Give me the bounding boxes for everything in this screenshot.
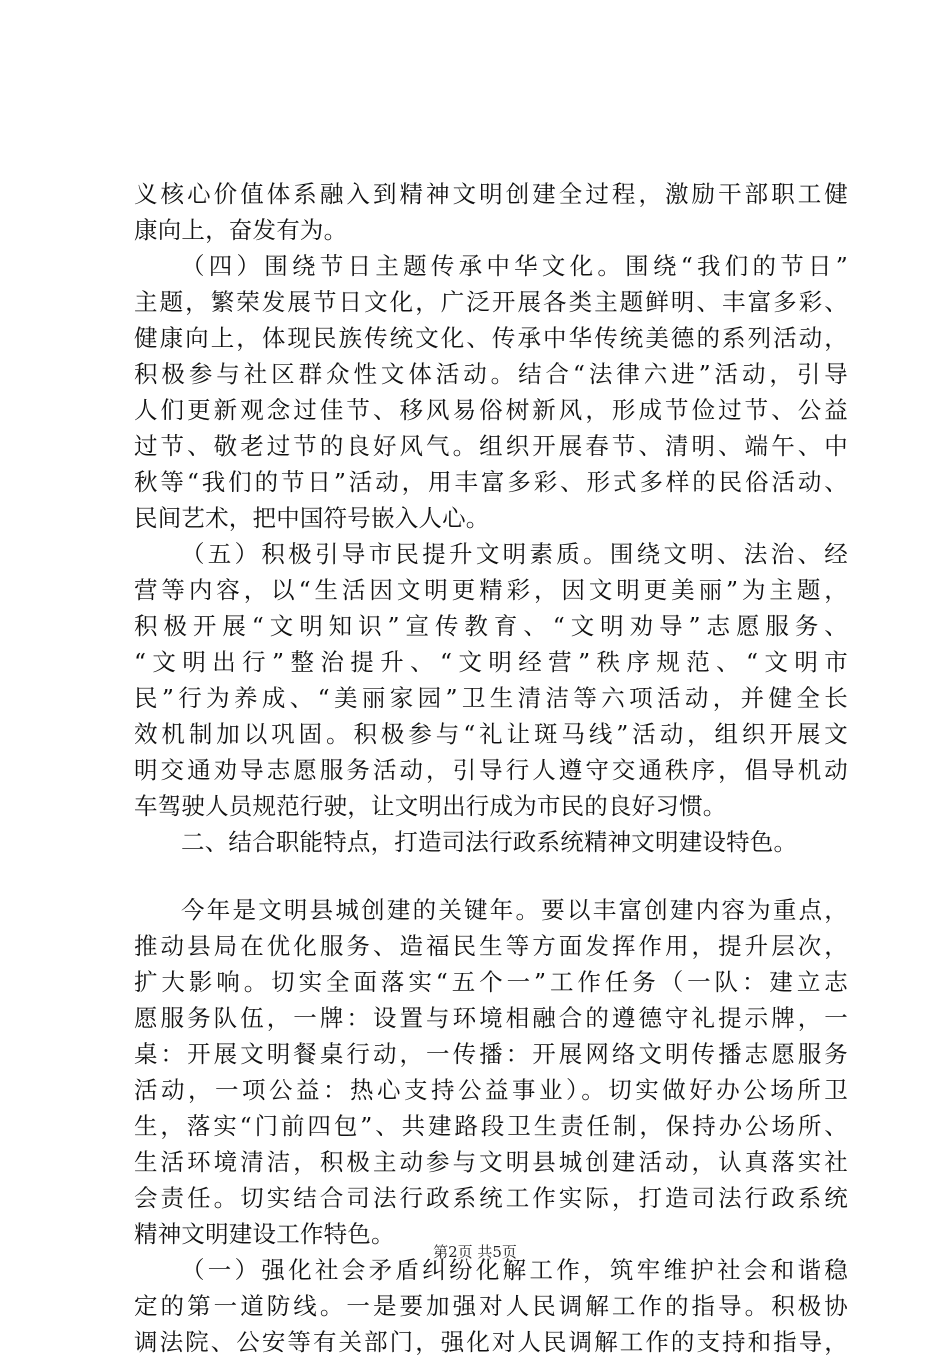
text-line: 秋等“我们的节日”活动，用丰富多彩、形式多样的民俗活动、 xyxy=(134,468,848,496)
text-line: “文明出行”整治提升、“文明经营”秩序规范、“文明市 xyxy=(134,648,848,676)
paragraph-gap xyxy=(134,860,848,892)
text-line: 车驾驶人员规范行驶，让文明出行成为市民的良好习惯。 xyxy=(134,792,727,820)
text-line: 生，落实“门前四包”、共建路段卫生责任制，保持办公场所、 xyxy=(134,1112,848,1140)
text-line: 民”行为养成、“美丽家园”卫生清洁等六项活动，并健全长 xyxy=(134,684,848,712)
page-number-label: 第2页 共5页 xyxy=(433,1243,517,1261)
text-line: 营等内容，以“生活因文明更精彩，因文明更美丽”为主题， xyxy=(134,576,848,604)
text-line: 主题，繁荣发展节日文化，广泛开展各类主题鲜明、丰富多彩、 xyxy=(134,288,848,316)
text-line: 调法院、公安等有关部门，强化对人民调解工作的支持和指导， xyxy=(134,1328,848,1356)
text-line: 定的第一道防线。一是要加强对人民调解工作的指导。积极协 xyxy=(134,1292,848,1320)
text-line: 生活环境清洁，积极主动参与文明县城创建活动，认真落实社 xyxy=(134,1148,848,1176)
text-line: 积极参与社区群众性文体活动。结合“法律六进”活动，引导 xyxy=(134,360,848,388)
text-line: 扩大影响。切实全面落实“五个一”工作任务（一队：建立志 xyxy=(134,968,848,996)
paragraph xyxy=(134,176,848,248)
section-heading xyxy=(134,824,848,860)
text-line: 桌：开展文明餐桌行动，一传播：开展网络文明传播志愿服务 xyxy=(134,1040,848,1068)
text-line: 义核心价值体系融入到精神文明创建全过程，激励干部职工健 xyxy=(134,180,848,208)
paragraph xyxy=(134,248,848,536)
text-line: 精神文明建设工作特色。 xyxy=(134,1220,395,1248)
paragraph xyxy=(134,536,848,824)
text-line: 明交通劝导志愿服务活动，引导行人遵守交通秩序，倡导机动 xyxy=(134,756,848,784)
text-line: 民间艺术，把中国符号嵌入人心。 xyxy=(134,504,490,532)
text-line: 愿服务队伍，一牌：设置与环境相融合的遵德守礼提示牌，一 xyxy=(134,1004,848,1032)
text-line: （一）强化社会矛盾纠纷化解工作，筑牢维护社会和谐稳 xyxy=(181,1256,848,1284)
text-line: 人们更新观念过佳节、移风易俗树新风，形成节俭过节、公益 xyxy=(134,396,848,424)
text-line: （四）围绕节日主题传承中华文化。围绕“我们的节日” xyxy=(181,252,848,280)
text-line: 效机制加以巩固。积极参与“礼让斑马线”活动，组织开展文 xyxy=(134,720,848,748)
paragraph xyxy=(134,892,848,1252)
page-footer xyxy=(0,1242,950,1262)
text-line: 会责任。切实结合司法行政系统工作实际，打造司法行政系统 xyxy=(134,1184,848,1212)
text-line: 健康向上，体现民族传统文化、传承中华传统美德的系列活动， xyxy=(134,324,848,352)
text-line: 今年是文明县城创建的关键年。要以丰富创建内容为重点， xyxy=(181,896,848,924)
text-line: 二、结合职能特点，打造司法行政系统精神文明建设特色。 xyxy=(181,828,798,856)
text-line: 活动，一项公益：热心支持公益事业）。切实做好办公场所卫 xyxy=(134,1076,848,1104)
text-line: （五）积极引导市民提升文明素质。围绕文明、法治、经 xyxy=(181,540,848,568)
document-body xyxy=(134,176,848,1360)
text-line: 推动县局在优化服务、造福民生等方面发挥作用，提升层次， xyxy=(134,932,848,960)
text-line: 康向上，奋发有为。 xyxy=(134,216,348,244)
text-line: 过节、敬老过节的良好风气。组织开展春节、清明、端午、中 xyxy=(134,432,848,460)
text-line: 积极开展“文明知识”宣传教育、“文明劝导”志愿服务、 xyxy=(134,612,848,640)
